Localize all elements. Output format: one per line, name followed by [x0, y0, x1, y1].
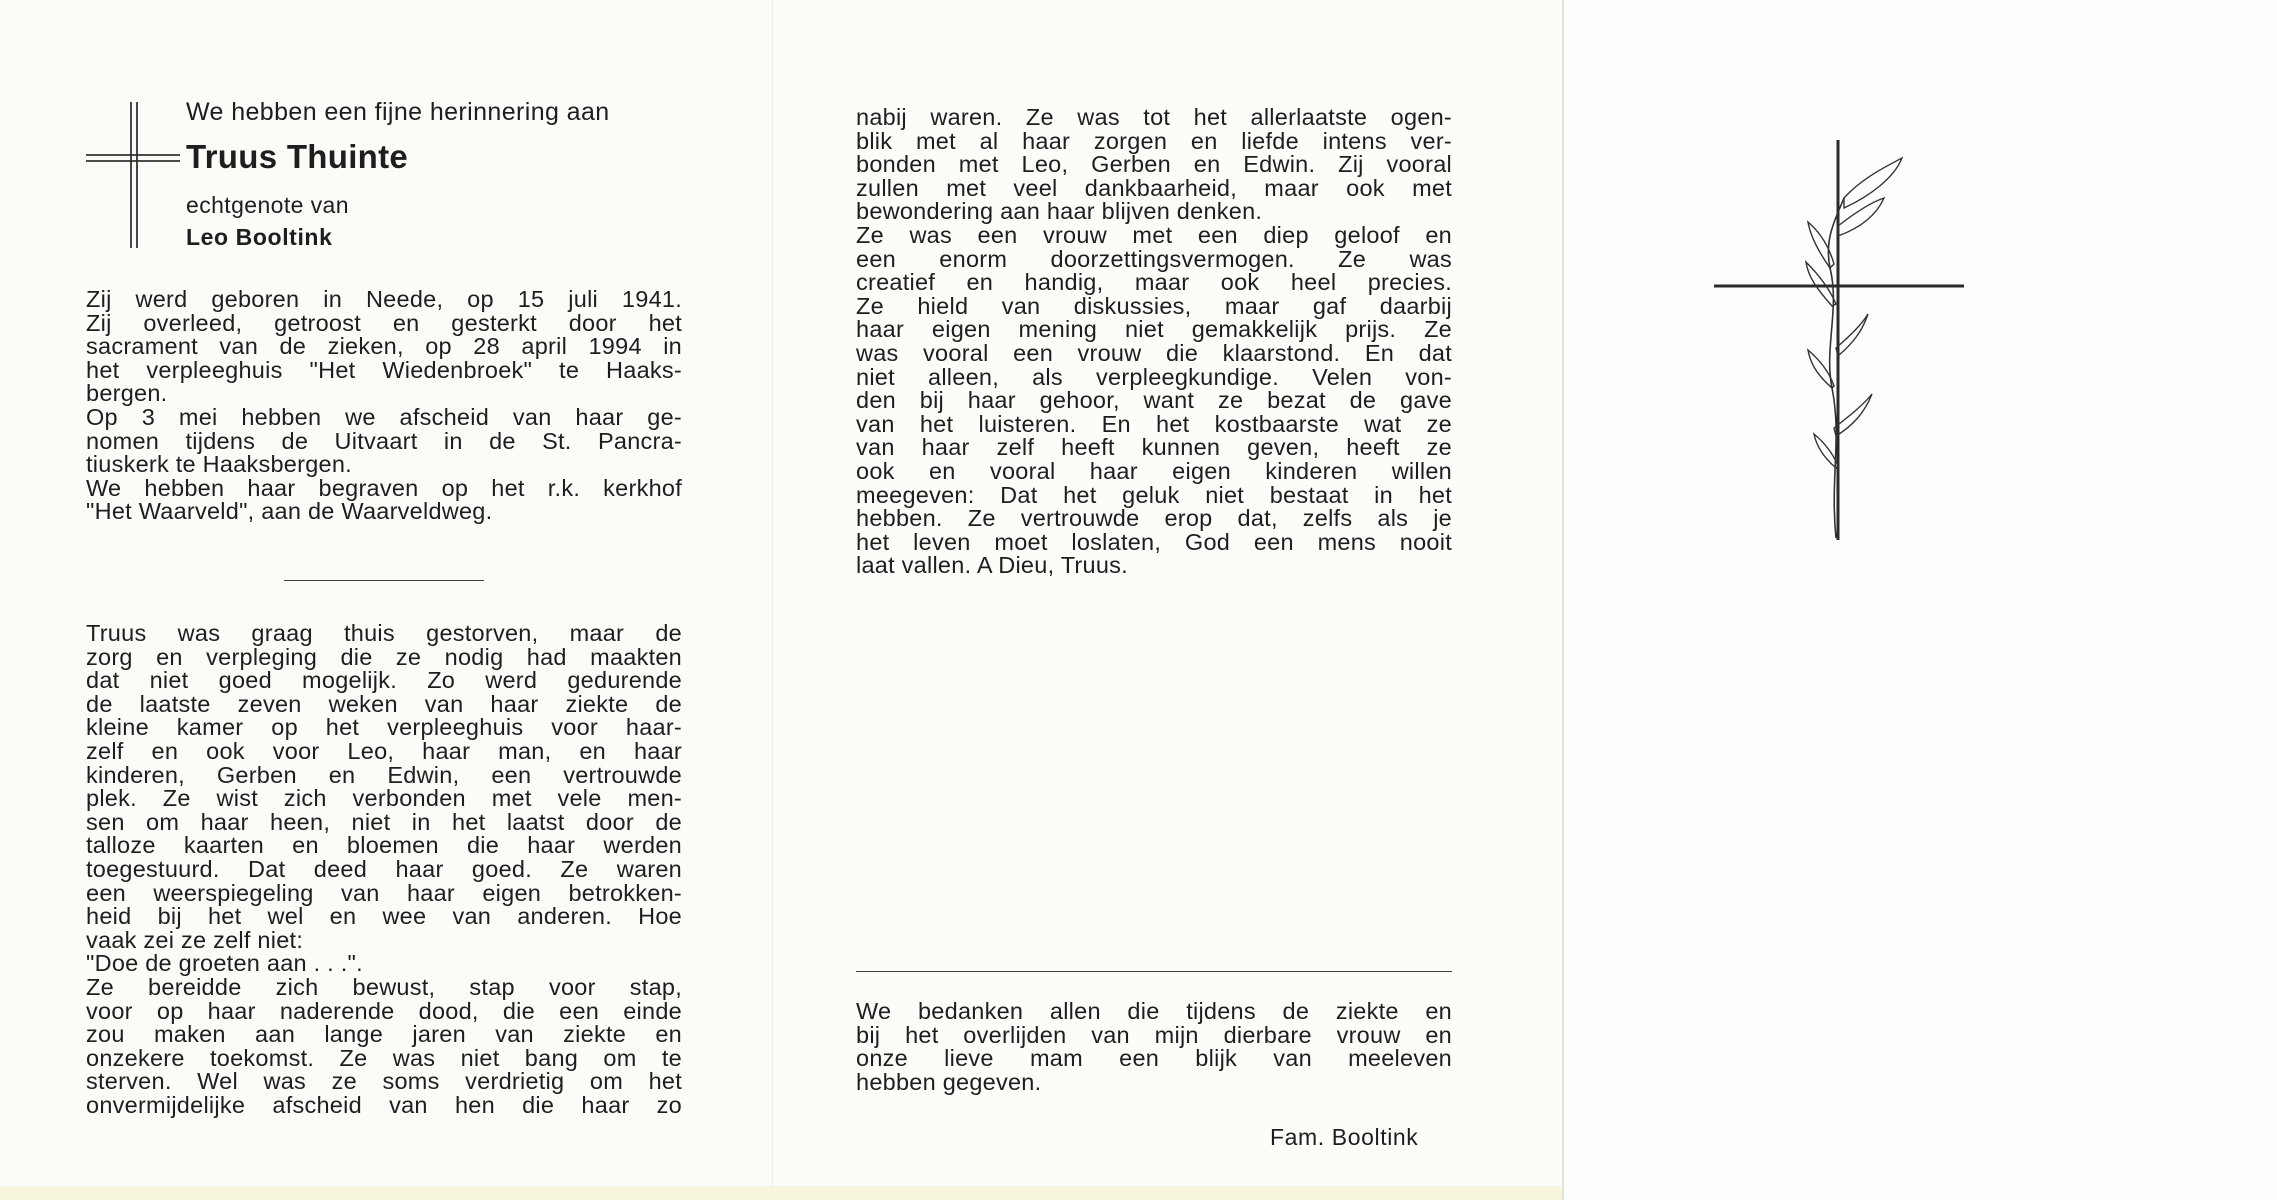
text-line: sacrament van de zieken, op 28 april 1994 in [86, 333, 682, 360]
text-line: een enorm doorzettingsvermogen. Ze was [856, 245, 1452, 272]
text-line: laat vallen. A Dieu, Truus. [856, 552, 1128, 579]
text-line: het verpleeghuis "Het Wiedenbroek" te Haaks- [86, 356, 682, 383]
text-line: van haar zelf heeft kunnen geven, heeft ze [856, 434, 1452, 461]
text-line: onzekere toekomst. Ze was niet bang om te [86, 1044, 682, 1071]
text-line: Ze bereidde zich bewust, stap voor stap, [86, 973, 682, 1000]
text-line: ook en vooral haar eigen kinderen willen [856, 457, 1452, 484]
text-line: bonden met Leo, Gerben en Edwin. Zij vooral [856, 151, 1452, 178]
thanks-paragraph [856, 1000, 1452, 1094]
text-line: nomen tijdens de Uitvaart in de St. Pancra- [86, 427, 682, 454]
header-intro: We hebben een fijne herinnering aan [186, 98, 610, 126]
story-continued-paragraph [856, 106, 1452, 578]
text-line: Ze hield van diskussies, maar gaf daarbij [856, 292, 1452, 319]
text-line: zelf en ook voor Leo, haar man, en haar [86, 737, 682, 764]
text-line: Op 3 mei hebben we afscheid van haar ge- [86, 403, 682, 430]
text-line: "Het Waarveld", aan de Waarveldweg. [86, 498, 493, 525]
text-line: het leven moet loslaten, God een mens nooit [856, 528, 1452, 555]
husband-name: Leo Booltink [186, 224, 333, 250]
text-line: We bedanken allen die tijdens de ziekte en [856, 998, 1452, 1024]
text-line: voor op haar naderende dood, die een einde [86, 997, 682, 1024]
story-paragraph [86, 622, 682, 1117]
text-line: We hebben haar begraven op het r.k. kerkhof [86, 474, 682, 501]
divider-line [284, 580, 484, 581]
cross-icon [82, 98, 182, 253]
text-line: talloze kaarten en bloemen die haar werden [86, 832, 682, 859]
text-line: Ze was een vrouw met een diep geloof en [856, 221, 1452, 248]
text-line: blik met al haar zorgen en liefde intens ver- [856, 127, 1452, 154]
text-line: vaak zei ze zelf niet: [86, 926, 304, 953]
text-line: niet alleen, als verpleegkundige. Velen von- [856, 363, 1452, 390]
text-line: de laatste zeven weken van haar ziekte de [86, 690, 682, 717]
card-left-panel [0, 0, 772, 1200]
text-line: bij het overlijden van mijn dierbare vrouw en [856, 1021, 1452, 1048]
text-line: kleine kamer op het verpleeghuis voor haar- [86, 714, 682, 741]
biography-paragraph [86, 288, 682, 524]
text-line: bergen. [86, 380, 168, 407]
text-line: zorg en verpleging die ze nodig had maakten [86, 643, 682, 670]
text-line: sterven. Wel was ze soms verdrietig om het [86, 1068, 682, 1095]
text-line: haar eigen mening niet gemakkelijk prijs. Ze [856, 316, 1452, 343]
text-line: onvermijdelijke afscheid van hen die haar zo [86, 1091, 682, 1118]
text-line: was vooral een vrouw die klaarstond. En dat [856, 339, 1452, 366]
text-line: van het luisteren. En het kostbaarste wat ze [856, 410, 1452, 437]
deceased-name: Truus Thuinte [186, 138, 409, 175]
text-line: creatief en handig, maar ook heel precies. [856, 269, 1452, 296]
text-line: een weerspiegeling van haar eigen betrokken- [86, 879, 682, 906]
text-line: "Doe de groeten aan . . .". [86, 950, 363, 977]
text-line: tiuskerk te Haaksbergen. [86, 451, 352, 478]
text-line: hebben gegeven. [856, 1068, 1042, 1095]
text-line: toegestuurd. Dat deed haar goed. Ze waren [86, 855, 682, 882]
text-line: meegeven: Dat het geluk niet bestaat in het [856, 481, 1452, 508]
text-line: sen om haar heen, niet in het laatst door de [86, 808, 682, 835]
fold-edge-strip [0, 1186, 1562, 1200]
text-line: Zij werd geboren in Neede, op 15 juli 1941. [86, 286, 682, 312]
text-line: zou maken aan lange jaren van ziekte en [86, 1021, 682, 1048]
text-line: nabij waren. Ze was tot het allerlaatste ogen- [856, 104, 1452, 130]
spouse-label: echtgenote van [186, 192, 349, 218]
text-line: den bij haar gehoor, want ze bezat de gave [856, 387, 1452, 414]
text-line: bewondering aan haar blijven denken. [856, 198, 1263, 225]
text-line: hebben. Ze vertrouwde erop dat, zelfs als je [856, 505, 1452, 532]
text-line: plek. Ze wist zich verbonden met vele men- [86, 785, 682, 812]
text-line: Truus was graag thuis gestorven, maar de [86, 620, 682, 646]
family-signoff: Fam. Booltink [1270, 1124, 1419, 1150]
cross-with-branch-icon [1712, 138, 1972, 548]
text-line: kinderen, Gerben en Edwin, een vertrouwde [86, 761, 682, 788]
text-line: onze lieve mam een blijk van meeleven [856, 1045, 1452, 1072]
text-line: dat niet goed mogelijk. Zo werd gedurende [86, 667, 682, 694]
divider-line [856, 971, 1452, 972]
text-line: zullen met veel dankbaarheid, maar ook met [856, 174, 1452, 201]
text-line: heid bij het wel en wee van anderen. Hoe [86, 903, 682, 930]
text-line: Zij overleed, getroost en gesterkt door het [86, 309, 682, 336]
